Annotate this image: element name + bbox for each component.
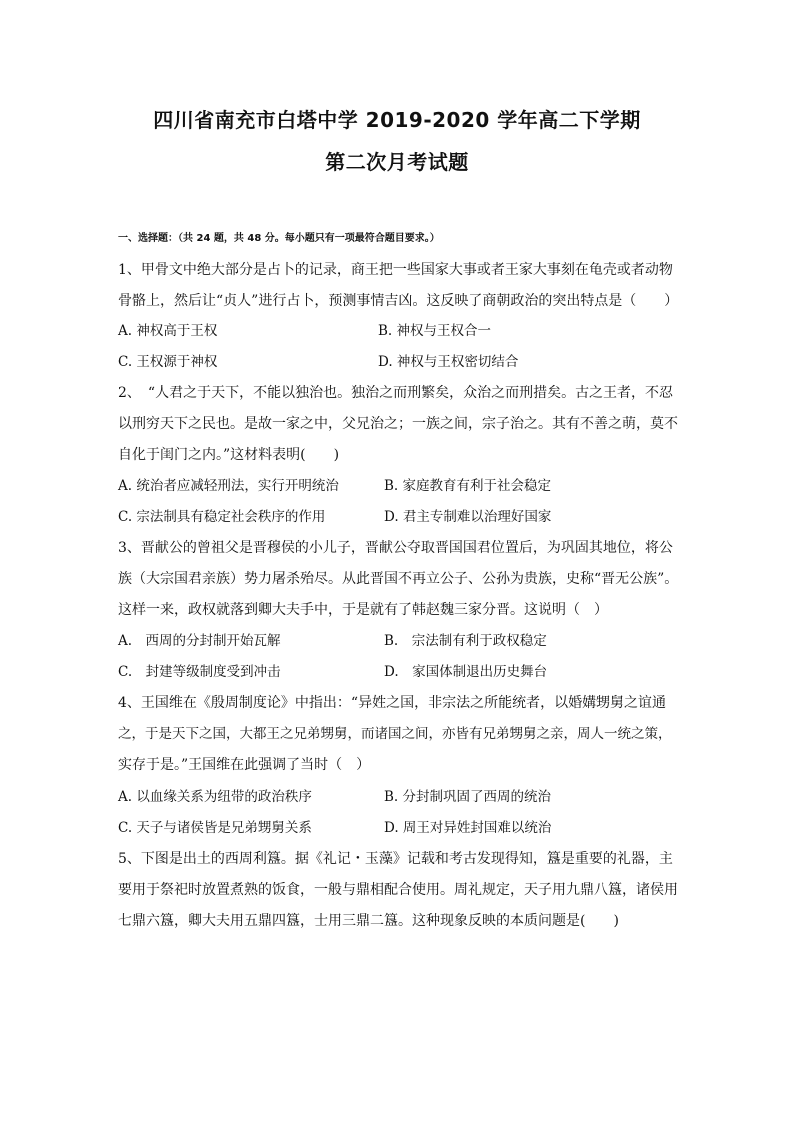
- question-3-option-a: A. 西周的分封制开始瓦解: [118, 633, 281, 649]
- question-2-line-3: 自化于闺门之内。”这材料表明( ): [118, 447, 340, 463]
- question-1-line-1: 1、甲骨文中绝大部分是占卜的记录，商王把一些国家大事或者王家大事刻在龟壳或者动物: [118, 262, 673, 278]
- question-2-line-1: 2、 “人君之于天下，不能以独治也。独治之而刑繁矣，众治之而刑措矣。古之王者，不忍: [118, 385, 674, 401]
- question-5-line-1: 5、下图是出土的西周利簋。据《礼记・玉藻》记载和考古发现得知，簋是重要的礼器，主: [118, 851, 673, 867]
- exam-subtitle: 第二次月考试题: [325, 150, 469, 174]
- question-4-line-1: 4、王国维在《殷周制度论》中指出：“异姓之国，非宗法之所能统者，以婚媾甥舅之谊通: [118, 695, 667, 711]
- question-3-line-3: 这样一来，政权就落到卿大夫手中，于是就有了韩赵魏三家分晋。这说明（ ）: [118, 602, 608, 618]
- question-1-option-d: D. 神权与王权密切结合: [378, 354, 519, 370]
- question-1-option-c: C. 王权源于神权: [118, 354, 218, 370]
- exam-title: 四川省南充市白塔中学 2019-2020 学年高二下学期: [153, 108, 641, 132]
- question-5-line-3: 七鼎六簋，卿大夫用五鼎四簋，士用三鼎二簋。这种现象反映的本质问题是( ): [118, 913, 619, 929]
- question-3-option-b: B. 宗法制有利于政权稳定: [384, 633, 547, 649]
- question-2-option-d: D. 君主专制难以治理好国家: [384, 509, 552, 525]
- question-4-option-c: C. 天子与诸侯皆是兄弟甥舅关系: [118, 820, 312, 836]
- question-2-option-b: B. 家庭教育有利于社会稳定: [384, 478, 552, 494]
- question-4-line-3: 实存于是。”王国维在此强调了当时（ ）: [118, 757, 371, 773]
- question-3-option-d: D. 家国体制退出历史舞台: [384, 664, 548, 680]
- question-4-option-d: D. 周王对异姓封国难以统治: [384, 820, 552, 836]
- question-1-option-b: B. 神权与王权合一: [378, 323, 492, 339]
- question-2-line-2: 以刑穷天下之民也。是故一家之中，父兄治之；一族之间，宗子治之。其有不善之萌，莫不: [118, 416, 678, 432]
- question-2-option-c: C. 宗法制具有稳定社会秩序的作用: [118, 509, 326, 525]
- question-2-option-a: A. 统治者应减轻刑法，实行开明统治: [118, 478, 339, 494]
- question-3-line-1: 3、晋献公的曾祖父是晋穆侯的小儿子，晋献公夺取晋国国君位置后，为巩固其地位，将公: [118, 540, 673, 556]
- question-3-option-c: C. 封建等级制度受到冲击: [118, 664, 281, 680]
- section-heading: 一、选择题：（共 24 题，共 48 分。每小题只有一项最符合题目要求。）: [118, 233, 440, 244]
- question-4-option-b: B. 分封制巩固了西周的统治: [384, 789, 552, 805]
- question-1-line-2: 骨骼上，然后让“贞人”进行占卜，预测事情吉凶。这反映了商朝政治的突出特点是（ ）: [118, 293, 679, 309]
- question-3-line-2: 族（大宗国君亲族）势力屠杀殆尽。从此晋国不再立公子、公孙为贵族，史称“晋无公族”。: [118, 571, 679, 587]
- question-5-line-2: 要用于祭祀时放置煮熟的饭食，一般与鼎相配合使用。周礼规定，天子用九鼎八簋，诸侯用: [118, 882, 678, 898]
- question-4-option-a: A. 以血缘关系为纽带的政治秩序: [118, 789, 312, 805]
- question-1-option-a: A. 神权高于王权: [118, 323, 218, 339]
- question-4-line-2: 之，于是天下之国，大都王之兄弟甥舅，而诸国之间，亦皆有兄弟甥舅之亲，周人一统之策，: [118, 726, 672, 742]
